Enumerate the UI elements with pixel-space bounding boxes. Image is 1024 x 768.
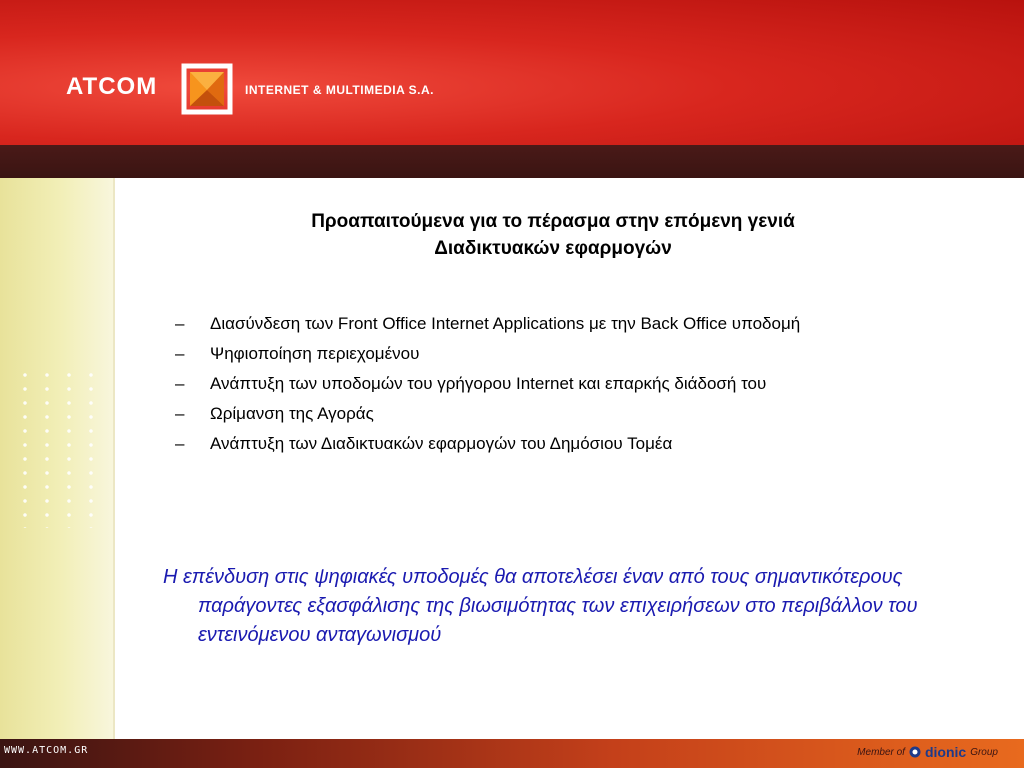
list-item (175, 431, 920, 456)
closing-statement: Η επένδυση στις ψηφιακές υποδομές θα αποτελέσει έναν από τους σημαντικότερους παράγοντες εξασφάλισης της βιωσιμότητας των επιχειρήσεων στο περιβάλλον του εντεινόμενου ανταγωνισμού (163, 566, 918, 646)
list-item (175, 401, 920, 426)
slide-title (113, 208, 993, 262)
slide-title-line-2: Διαδικτυακών εφαρμογών (434, 238, 672, 259)
bullet-dash: – (175, 374, 185, 393)
company-tagline: INTERNET & MULTIMEDIA S.A. (245, 83, 434, 97)
company-logo-icon (180, 60, 234, 116)
list-item (175, 311, 920, 336)
dionic-logo-icon (909, 744, 921, 760)
member-of-label: Member of (857, 746, 905, 758)
bullet-dash: – (175, 314, 185, 333)
header-dark-band (0, 145, 1024, 178)
list-item-text: Ανάπτυξη των υποδομών του γρήγορου Internet και επαρκής διάδοσή του (210, 374, 767, 393)
list-item-text: Ωρίμανση της Αγοράς (210, 404, 374, 423)
list-item (175, 341, 920, 366)
bullet-list (175, 311, 920, 461)
header-banner (0, 0, 1024, 145)
slide-content (113, 178, 1024, 739)
decorative-dot-pattern (14, 368, 104, 528)
footer-bar (0, 739, 1024, 768)
list-item-text: Διασύνδεση των Front Office Internet Applications με την Back Office υποδομή (210, 314, 801, 333)
decorative-side-panel (0, 178, 115, 739)
list-item-text: Ανάπτυξη των Διαδικτυακών εφαρμογών του Δημόσιου Τομέα (210, 434, 673, 453)
list-item-text: Ψηφιοποίηση περιεχομένου (210, 344, 420, 363)
list-item (175, 371, 920, 396)
group-brand-name: dionic (924, 744, 967, 760)
bullet-dash: – (175, 344, 185, 363)
bullet-dash: – (175, 404, 185, 423)
footer-membership (857, 744, 998, 760)
group-label: Group (970, 746, 998, 758)
bullet-dash: – (175, 434, 185, 453)
company-logo-text: ATCOM (66, 73, 158, 100)
slide-title-line-1: Προαπαιτούμενα για το πέρασμα στην επόμενη γενιά (311, 211, 795, 232)
footer-website-url[interactable]: WWW.ATCOM.GR (4, 745, 89, 756)
